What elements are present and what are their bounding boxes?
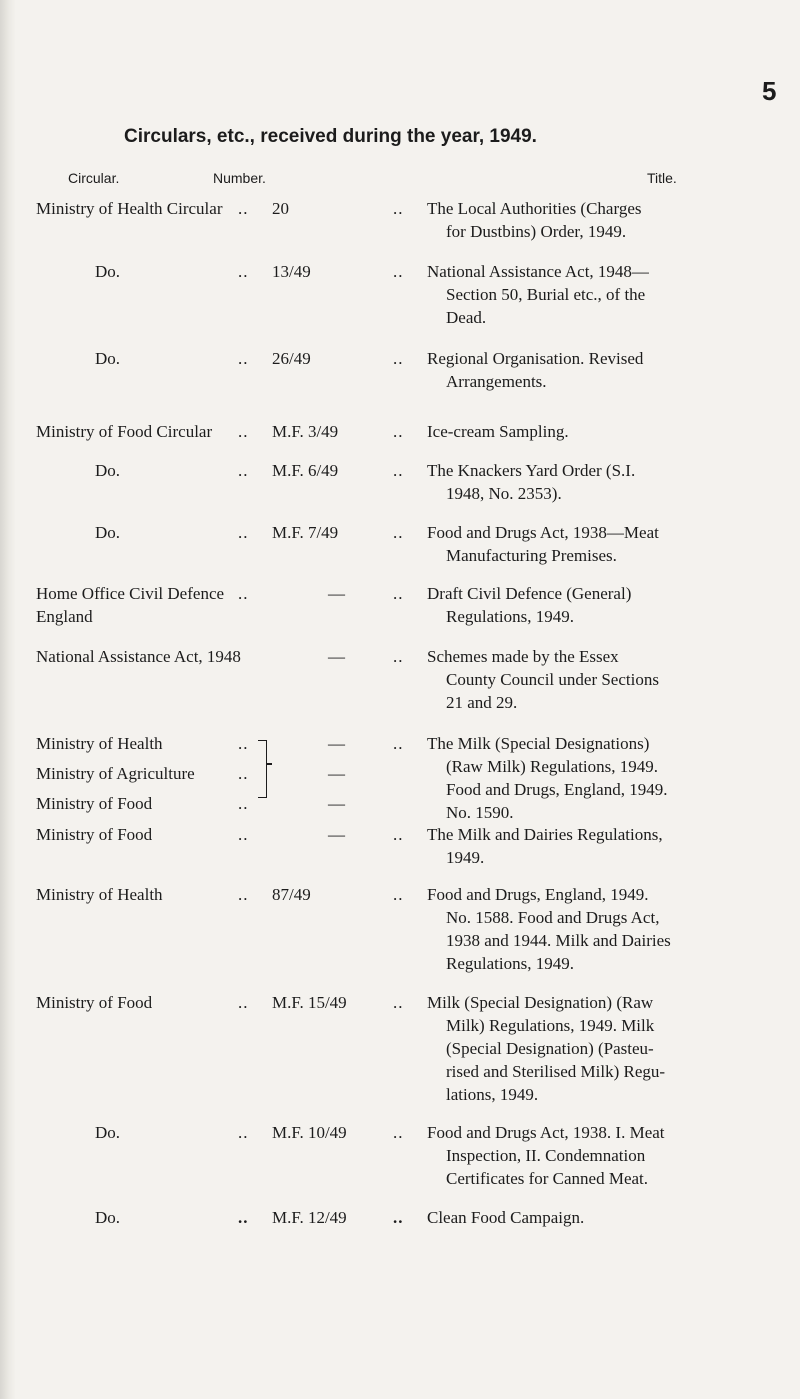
title-line: for Dustbins) Order, 1949. bbox=[446, 222, 627, 241]
title-line: Food and Drugs, England, 1949. bbox=[446, 780, 668, 799]
leader-dots: .. bbox=[393, 349, 404, 368]
circular-line: Home Office Civil Defence bbox=[36, 584, 225, 603]
title-cell bbox=[427, 991, 762, 1106]
title-line: (Raw Milk) Regulations, 1949. bbox=[446, 757, 659, 776]
title-cell bbox=[427, 883, 762, 975]
header-circular: Circular. bbox=[68, 170, 120, 186]
leader-dots: .. bbox=[393, 199, 404, 218]
leader-dots: .. bbox=[238, 1123, 249, 1142]
title-line: Food and Drugs Act, 1938—Meat bbox=[427, 523, 659, 542]
leader-dots: .. bbox=[238, 523, 249, 542]
number-cell: M.F. 12/49 bbox=[272, 1208, 347, 1227]
leader-dots: .. bbox=[393, 1208, 404, 1227]
circular-cell bbox=[36, 582, 224, 628]
title-cell bbox=[427, 260, 762, 329]
number-cell: M.F. 7/49 bbox=[272, 523, 339, 542]
title-line: rised and Sterilised Milk) Regu- bbox=[446, 1062, 666, 1081]
title-line: Inspection, II. Condemnation bbox=[446, 1146, 646, 1165]
leader-dots: .. bbox=[238, 422, 249, 441]
circular-cell: Ministry of Food bbox=[36, 993, 153, 1012]
leader-dots: .. bbox=[393, 885, 404, 904]
header-number: Number. bbox=[213, 170, 266, 186]
title-cell bbox=[427, 197, 762, 243]
title-cell bbox=[427, 582, 762, 628]
leader-dots: .. bbox=[238, 993, 249, 1012]
header-title: Title. bbox=[647, 170, 677, 186]
circular-line: Ministry of Agriculture bbox=[36, 764, 195, 783]
number-line: — bbox=[328, 764, 345, 783]
number-cell: — bbox=[328, 647, 345, 666]
title-line: Ice-cream Sampling. bbox=[427, 422, 569, 441]
title-line: The Milk and Dairies Regulations, bbox=[427, 825, 663, 844]
title-line: 1949. bbox=[446, 848, 485, 867]
circular-cell: Ministry of Food Circular bbox=[36, 422, 213, 441]
circular-cell: Do. bbox=[95, 523, 121, 542]
leader-dots: .. bbox=[393, 461, 404, 480]
circular-cell: Ministry of Health Circular bbox=[36, 199, 223, 218]
title-line: Draft Civil Defence (General) bbox=[427, 584, 632, 603]
title-line: Regulations, 1949. bbox=[446, 607, 574, 626]
title-line: Regulations, 1949. bbox=[446, 954, 574, 973]
title-line: Manufacturing Premises. bbox=[446, 546, 617, 565]
leader-dots: .. bbox=[238, 584, 249, 603]
title-cell bbox=[427, 732, 762, 824]
number-cell: 20 bbox=[272, 199, 289, 218]
title-line: The Local Authorities (Charges bbox=[427, 199, 642, 218]
leader-dots: .. bbox=[393, 734, 404, 753]
number-cell: M.F. 3/49 bbox=[272, 422, 339, 441]
page-number: 5 bbox=[762, 76, 777, 106]
title-line: 1948, No. 2353). bbox=[446, 484, 562, 503]
leader-dots: .. bbox=[238, 1208, 249, 1227]
leader-dots: .. bbox=[238, 734, 249, 753]
title-line: Regional Organisation. Revised bbox=[427, 349, 644, 368]
circular-cell: Do. bbox=[95, 1208, 121, 1227]
page-title: Circulars, etc., received during the year, 1949. bbox=[124, 126, 537, 147]
binding-edge bbox=[0, 0, 16, 1399]
circular-cell: National Assistance Act, 1948 bbox=[36, 647, 241, 666]
title-cell bbox=[427, 823, 762, 869]
number-cell: — bbox=[328, 584, 345, 603]
title-cell bbox=[427, 420, 762, 443]
bracket bbox=[258, 740, 267, 798]
circular-cell: Ministry of Food bbox=[36, 825, 153, 844]
number-cell: 26/49 bbox=[272, 349, 311, 368]
leader-dots: .. bbox=[238, 825, 249, 844]
title-line: County Council under Sections bbox=[446, 670, 659, 689]
number-cell: — bbox=[328, 825, 345, 844]
bracket-tip bbox=[266, 763, 272, 765]
leader-dots-group bbox=[238, 732, 249, 822]
leader-dots: .. bbox=[393, 993, 404, 1012]
title-line: 21 and 29. bbox=[446, 693, 518, 712]
title-line: Clean Food Campaign. bbox=[427, 1208, 585, 1227]
title-line: lations, 1949. bbox=[446, 1085, 539, 1104]
title-line: 1938 and 1944. Milk and Dairies bbox=[446, 931, 671, 950]
number-line: — bbox=[328, 794, 345, 813]
title-line: The Knackers Yard Order (S.I. bbox=[427, 461, 636, 480]
leader-dots: .. bbox=[238, 885, 249, 904]
number-cell: M.F. 6/49 bbox=[272, 461, 339, 480]
leader-dots: .. bbox=[393, 262, 404, 281]
leader-dots: .. bbox=[393, 422, 404, 441]
title-line: Food and Drugs Act, 1938. I. Meat bbox=[427, 1123, 665, 1142]
title-line: Schemes made by the Essex bbox=[427, 647, 619, 666]
title-line: No. 1588. Food and Drugs Act, bbox=[446, 908, 660, 927]
title-line: Dead. bbox=[446, 308, 487, 327]
circular-cell: Do. bbox=[95, 262, 121, 281]
title-line: The Milk (Special Designations) bbox=[427, 734, 650, 753]
title-cell bbox=[427, 645, 762, 714]
number-cell: M.F. 10/49 bbox=[272, 1123, 347, 1142]
title-line: Milk) Regulations, 1949. Milk bbox=[446, 1016, 655, 1035]
leader-dots: .. bbox=[393, 523, 404, 542]
leader-dots: .. bbox=[393, 825, 404, 844]
number-cell: 13/49 bbox=[272, 262, 311, 281]
title-line: Arrangements. bbox=[446, 372, 547, 391]
number-cell bbox=[328, 732, 345, 822]
circular-cell bbox=[36, 732, 195, 822]
title-line: Food and Drugs, England, 1949. bbox=[427, 885, 649, 904]
leader-dots: .. bbox=[238, 199, 249, 218]
leader-dots: .. bbox=[393, 647, 404, 666]
leader-dots: .. bbox=[238, 794, 249, 813]
title-line: National Assistance Act, 1948— bbox=[427, 262, 649, 281]
title-line: Milk (Special Designation) (Raw bbox=[427, 993, 654, 1012]
title-line: No. 1590. bbox=[446, 803, 514, 822]
title-cell bbox=[427, 521, 762, 567]
title-cell bbox=[427, 1206, 762, 1229]
title-line: Certificates for Canned Meat. bbox=[446, 1169, 649, 1188]
leader-dots: .. bbox=[393, 1123, 404, 1142]
circular-cell: Do. bbox=[95, 461, 121, 480]
leader-dots: .. bbox=[238, 349, 249, 368]
title-line: Section 50, Burial etc., of the bbox=[446, 285, 646, 304]
number-line: — bbox=[328, 734, 345, 753]
title-cell bbox=[427, 1121, 762, 1190]
circular-line: Ministry of Food bbox=[36, 794, 153, 813]
title-cell bbox=[427, 459, 762, 505]
leader-dots: .. bbox=[238, 764, 249, 783]
leader-dots: .. bbox=[238, 461, 249, 480]
circular-cell: Ministry of Health bbox=[36, 885, 163, 904]
leader-dots: .. bbox=[393, 584, 404, 603]
circular-line: England bbox=[36, 607, 93, 626]
number-cell: 87/49 bbox=[272, 885, 311, 904]
title-cell bbox=[427, 347, 762, 393]
circular-cell: Do. bbox=[95, 349, 121, 368]
number-cell: M.F. 15/49 bbox=[272, 993, 347, 1012]
leader-dots: .. bbox=[238, 262, 249, 281]
circular-line: Ministry of Health bbox=[36, 734, 163, 753]
circular-cell: Do. bbox=[95, 1123, 121, 1142]
title-line: (Special Designation) (Pasteu- bbox=[446, 1039, 654, 1058]
